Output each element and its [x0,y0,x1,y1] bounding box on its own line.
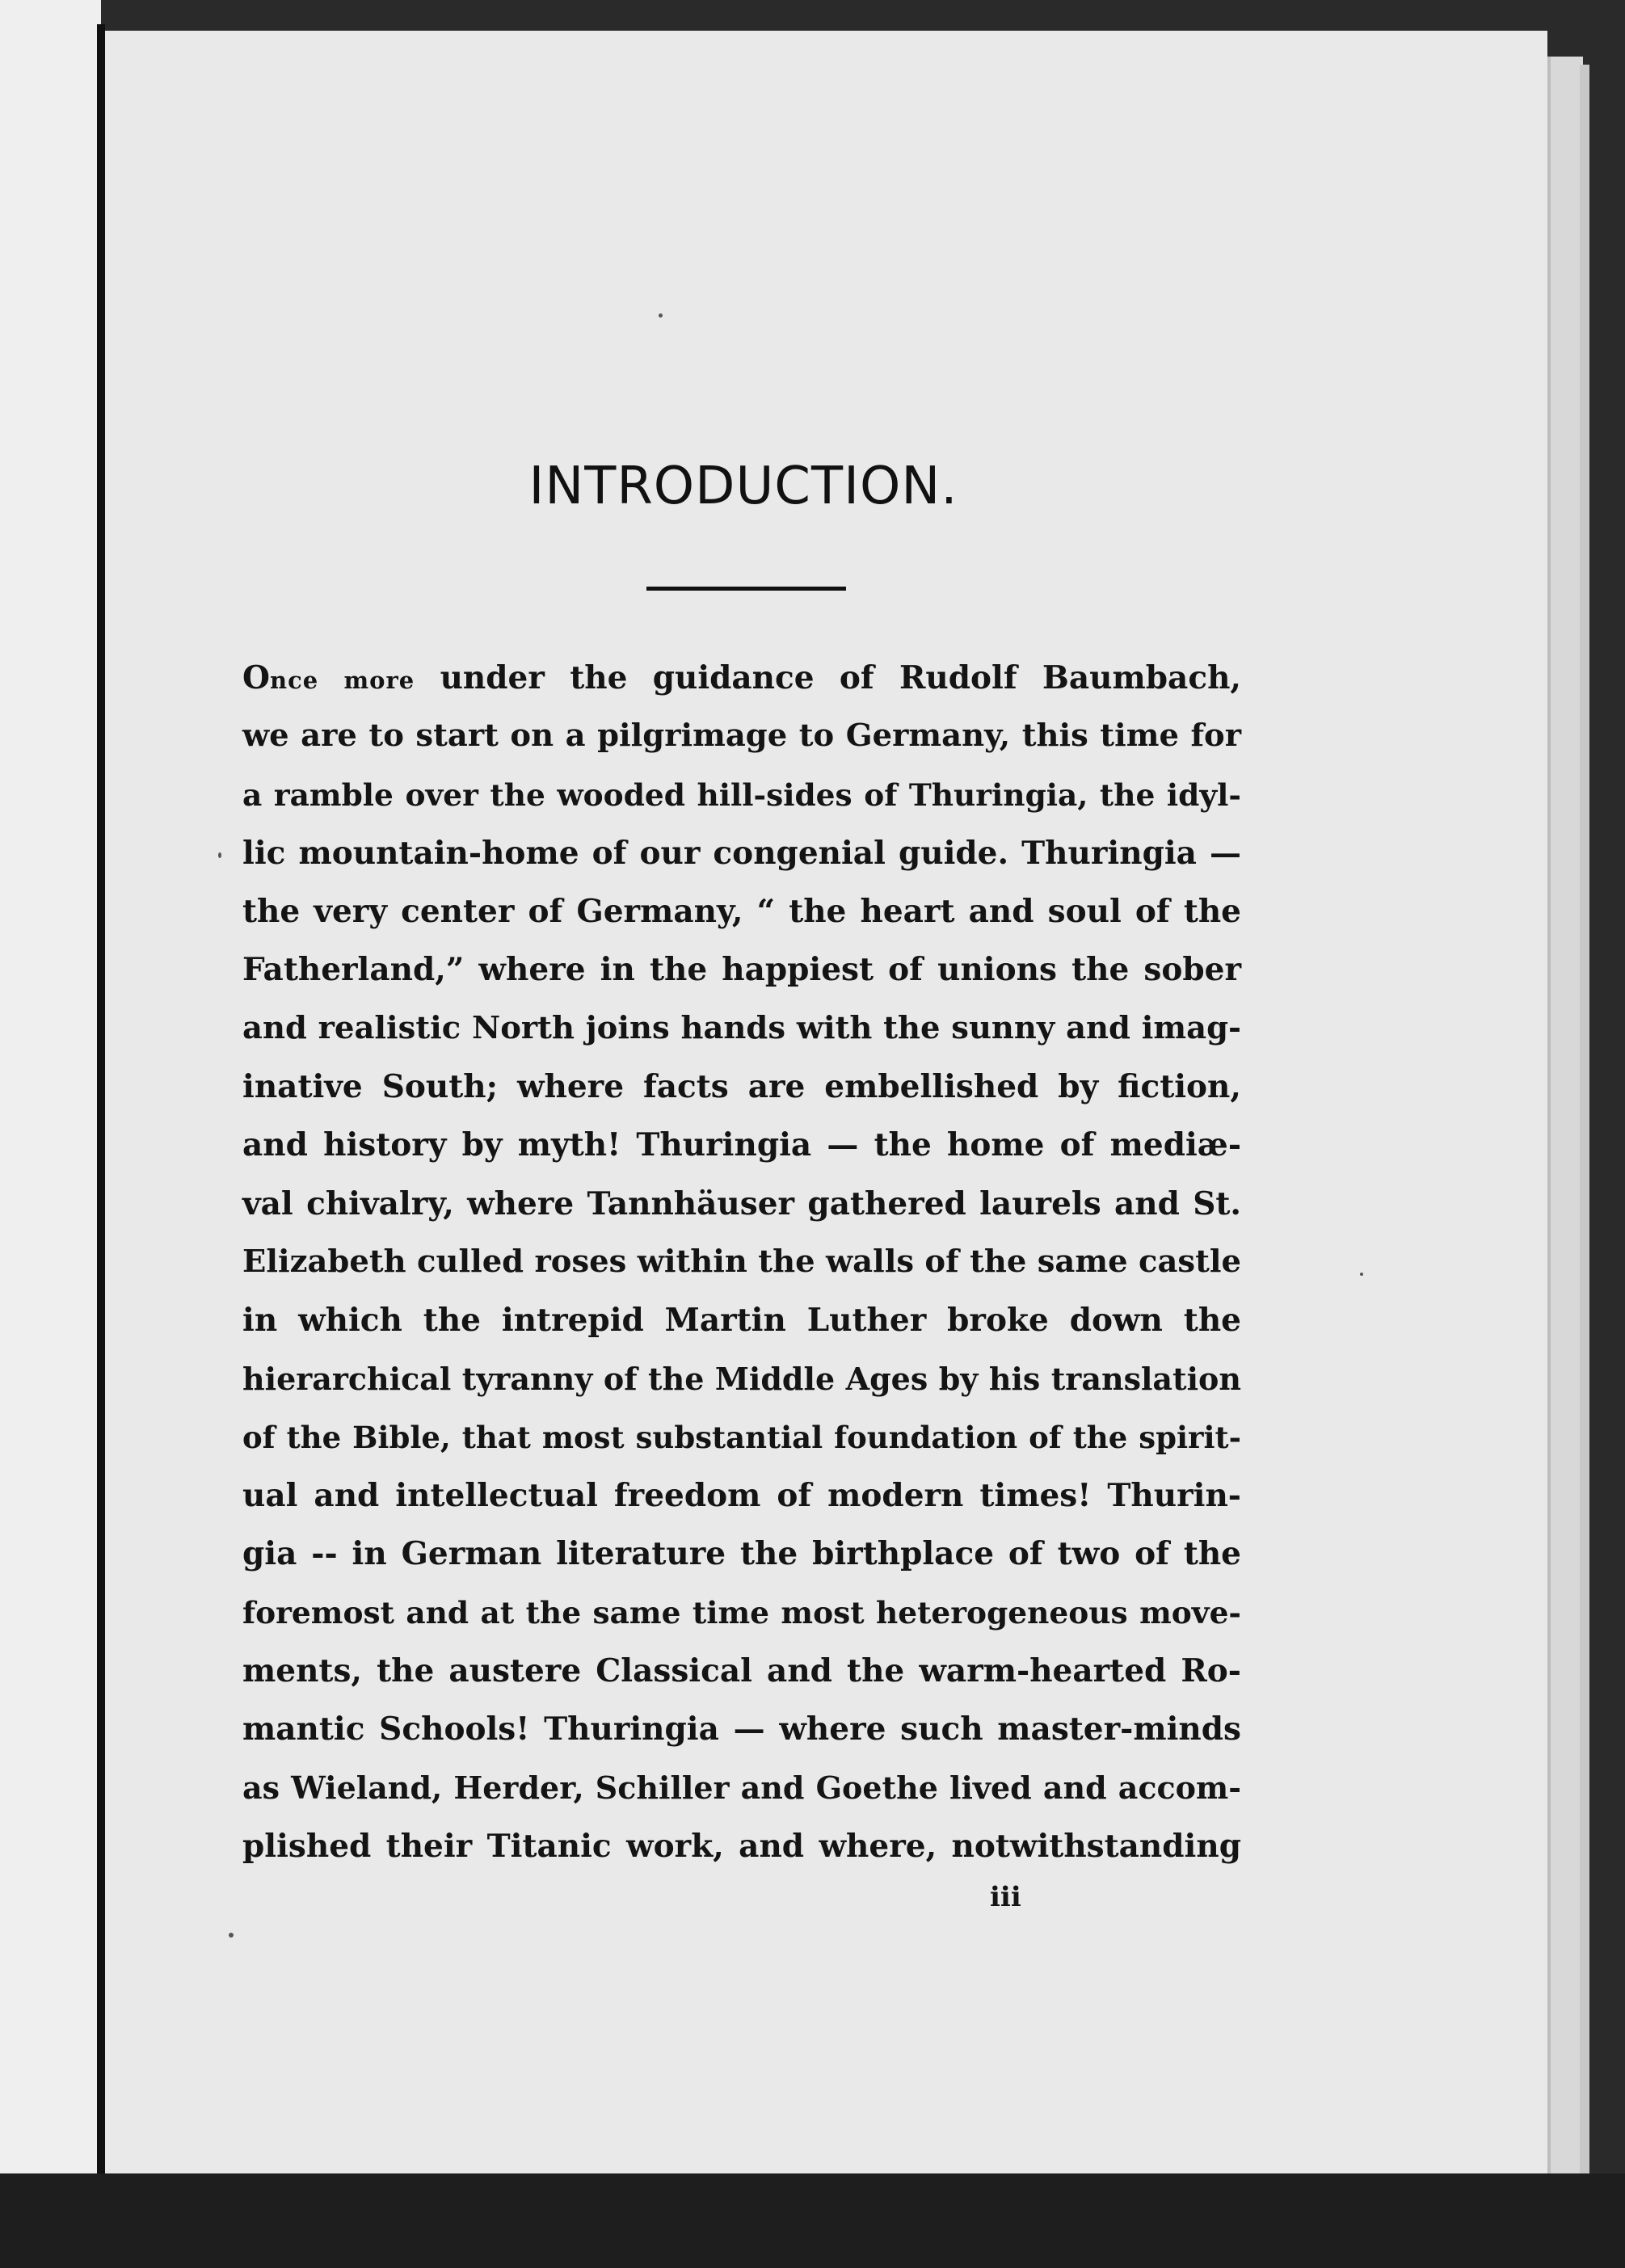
body-text [242,649,1241,1875]
text-line-8: inative South; where facts are embellished by fiction, [242,1068,1241,1106]
text-line-20: as Wieland, Herder, Schiller and Goethe lived and accom- [242,1769,1241,1806]
text-line-15: ual and intellectual freedom of modern times! Thurin- [242,1477,1241,1515]
text-line-7: and realistic North joins hands with the sunny and imag- [242,1009,1241,1046]
page-edge-outer [1580,65,1589,2173]
scan-speck [229,1933,234,1938]
text-line-1: Once more under the guidance of Rudolf Baumbach, [242,659,1242,696]
page-title: INTRODUCTION. [528,457,958,516]
text-line-2: we are to start on a pilgrimage to Germany, this time for [242,717,1241,755]
scan-speck [218,852,221,858]
scan-speck [659,313,663,318]
page-edge [1547,57,1583,2173]
text-line-12: in which the intrepid Martin Luther broke down the [242,1302,1241,1340]
text-line-6: Fatherland,” where in the happiest of unions the sober [242,951,1241,989]
text-line-3: a ramble over the wooded hill-sides of Thuringia, the idyl- [242,776,1241,813]
page-number: iii [990,1881,1021,1913]
title-rule [646,587,846,591]
text-line-9: and history by myth! Thuringia — the home of mediæ- [242,1126,1241,1164]
text-line-21: plished their Titanic work, and where, notwithstanding [242,1827,1241,1865]
text-line-11: Elizabeth culled roses within the walls of the same castle [242,1243,1241,1280]
text-line-17: foremost and at the same time most heterogeneous move- [242,1594,1241,1631]
text-line-5: the very center of Germany, “ the heart and soul of the [242,893,1241,931]
scan-speck [1360,1273,1363,1276]
scan-bottom-shadow [0,2173,1625,2268]
text-line-18: ments, the austere Classical and the warm-hearted Ro- [242,1652,1241,1690]
drop-small-caps: Once more [242,659,415,696]
text-line-10: val chivalry, where Tannhäuser gathered laurels and St. [242,1184,1241,1222]
text-line-19: mantic Schools! Thuringia — where such master-minds [242,1710,1241,1748]
book-gutter [97,24,105,2178]
facing-page-margin [0,0,101,2268]
text-line-4: lic mountain-home of our congenial guide. Thuringia — [242,834,1241,872]
text-line-16: gia -- in German literature the birthplace of two of the [242,1535,1241,1573]
text-line-13: hierarchical tyranny of the Middle Ages by his translation [242,1360,1241,1397]
text-line-14: of the Bible, that most substantial foundation of the spirit- [242,1419,1241,1455]
